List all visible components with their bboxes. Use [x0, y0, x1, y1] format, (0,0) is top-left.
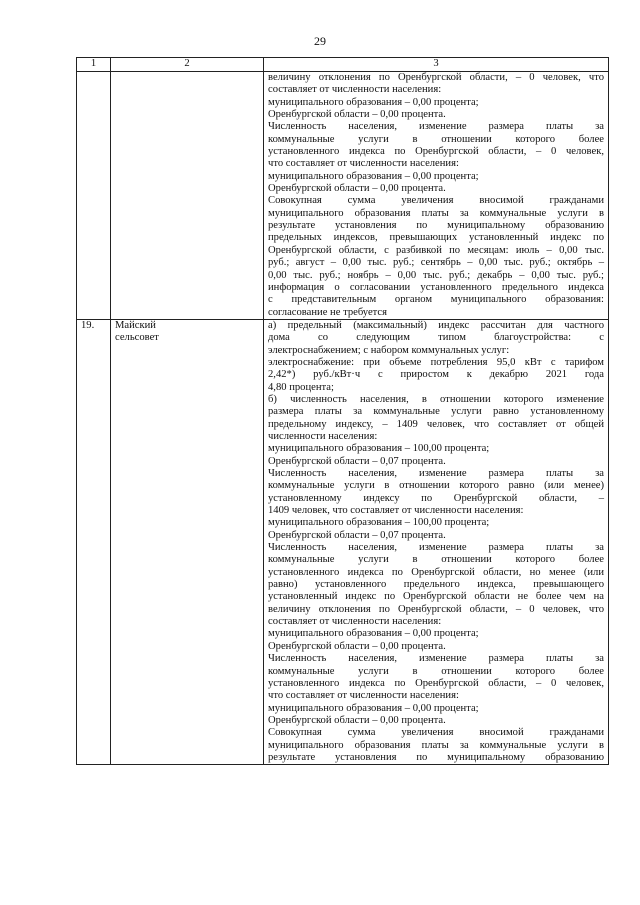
description-line: Совокупная сумма увеличения вносимой гражданами: [268, 195, 604, 207]
description-line: б) численность населения, в отношении которого изменение: [268, 393, 604, 405]
description-line: Оренбургской области – 0,00 процента.: [268, 183, 446, 195]
description-line: численности населения:: [268, 430, 378, 442]
description-line: дома со следующим типом благоустройства: с: [268, 332, 604, 344]
description-line: Оренбургской области – 0,07 процента.: [268, 529, 446, 541]
description-line: Оренбургской области – 0,00 процента.: [268, 109, 446, 121]
header-col-3: 3: [264, 58, 609, 72]
description-line: предельному индексу, – 1409 человек, что составляет от общей: [268, 418, 604, 430]
description-line: результате установления по муниципальному образованию: [268, 751, 604, 763]
description-line: Численность населения, изменение размера платы за: [268, 542, 604, 554]
description-line: 2,42*) руб./кВт·ч с приростом к декабрю 2021 года: [268, 369, 604, 381]
description-line: электроснабжение: при объеме потребления 95,0 кВт с тарифом: [268, 356, 604, 368]
description-line: а) предельный (максимальный) индекс рассчитан для частного: [268, 319, 604, 331]
table-body: [77, 72, 609, 765]
description-line: составляет от численности населения:: [268, 616, 442, 628]
description-line: 4,80 процента;: [268, 381, 334, 393]
header-col-1: 1: [77, 58, 111, 72]
description-line: муниципального образования – 100,00 процента;: [268, 517, 490, 529]
description-line: величину отклонения по Оренбургской области, – 0 человек, что: [268, 72, 604, 83]
description-line: согласование не требуется: [268, 306, 388, 318]
page-number: 29: [314, 34, 326, 48]
description-line: установленному индексу по Оренбургской области, –: [268, 492, 604, 504]
document-table: [76, 57, 609, 765]
description-line: Численность населения, изменение размера платы за: [268, 653, 604, 665]
description-line: муниципального образования – 0,00 процента;: [268, 170, 479, 182]
description-line: 1409 человек, что составляет от численности населения:: [268, 505, 524, 517]
row-name-line: сельсовет: [115, 332, 159, 344]
description-line: коммунальные услуги в отношении которого равно (или менее): [268, 480, 604, 492]
table-row: [77, 319, 609, 764]
row-name: [111, 72, 264, 320]
description-line: составляет от численности населения:: [268, 84, 442, 96]
description-line: что составляет от численности населения:: [268, 158, 459, 170]
header-row: [77, 58, 609, 72]
description-line: Совокупная сумма увеличения вносимой гражданами: [268, 727, 604, 739]
description-line: 0,00 тыс. руб.; ноябрь – 0,00 тыс. руб.; декабрь – 0,00 тыс. руб.;: [268, 269, 604, 281]
row-name: [111, 319, 264, 764]
description-line: коммунальные услуги в отношении которого более: [268, 665, 604, 677]
description-line: Оренбургской области – 0,00 процента.: [268, 714, 446, 726]
description-line: коммунальные услуги в отношении которого более: [268, 554, 604, 566]
description-line: величину отклонения по Оренбургской области, – 0 человек, что: [268, 603, 604, 615]
description-line: электроснабжением; с набором коммунальных услуг:: [268, 344, 510, 356]
row-name-line: Майский: [115, 319, 156, 331]
description-line: муниципального образования – 0,00 процента;: [268, 628, 479, 640]
description-line: предельных индексов, превышающих установленный индекс по: [268, 232, 604, 244]
table-header: [77, 58, 609, 72]
description-line: муниципального образования – 0,00 процента;: [268, 702, 479, 714]
description-line: коммунальные услуги в отношении которого более: [268, 133, 604, 145]
description-line: муниципального образования платы за коммунальные услуги в: [268, 207, 604, 219]
description-line: Численность населения, изменение размера платы за: [268, 121, 604, 133]
description-line: муниципального образования платы за коммунальные услуги в: [268, 739, 604, 751]
description-line: размера платы за коммунальные услуги равно установленному: [268, 406, 604, 418]
description-line: Оренбургской области – 0,07 процента.: [268, 455, 446, 467]
description-line: установленного индекса по Оренбургской области, – 0 человек,: [268, 677, 604, 689]
description-line: с представительным органом муниципального образования:: [268, 294, 604, 306]
description-line: Оренбургской области – 0,00 процента.: [268, 640, 446, 652]
description-line: установленного индекса по Оренбургской области, – 0 человек,: [268, 146, 604, 158]
description-line: установленного индекса по Оренбургской области, но менее (или: [268, 566, 604, 578]
description-line: муниципального образования – 100,00 процента;: [268, 443, 490, 455]
description-line: руб.; август – 0,00 тыс. руб.; сентябрь – 0,00 тыс. руб.; октябрь –: [268, 257, 604, 269]
table-row: [77, 72, 609, 320]
description-line: информация о согласовании установленного предельного индекса: [268, 281, 604, 293]
description-line: результате установления по муниципальному образованию: [268, 220, 604, 232]
description-line: муниципального образования – 0,00 процента;: [268, 96, 479, 108]
description-line: что составляет от численности населения:: [268, 690, 459, 702]
header-col-2: 2: [111, 58, 264, 72]
row-description: [264, 72, 609, 320]
row-number: [77, 72, 111, 320]
row-number: 19.: [77, 319, 111, 764]
description-line: Оренбургской области, с разбивкой по месяцам: июль – 0,00 тыс.: [268, 244, 604, 256]
description-line: установленный индекс по Оренбургской области не более чем на: [268, 591, 604, 603]
row-description: [264, 319, 609, 764]
description-line: Численность населения, изменение размера платы за: [268, 468, 604, 479]
description-line: равно) установленного предельного индекса, превышающего: [268, 579, 604, 591]
